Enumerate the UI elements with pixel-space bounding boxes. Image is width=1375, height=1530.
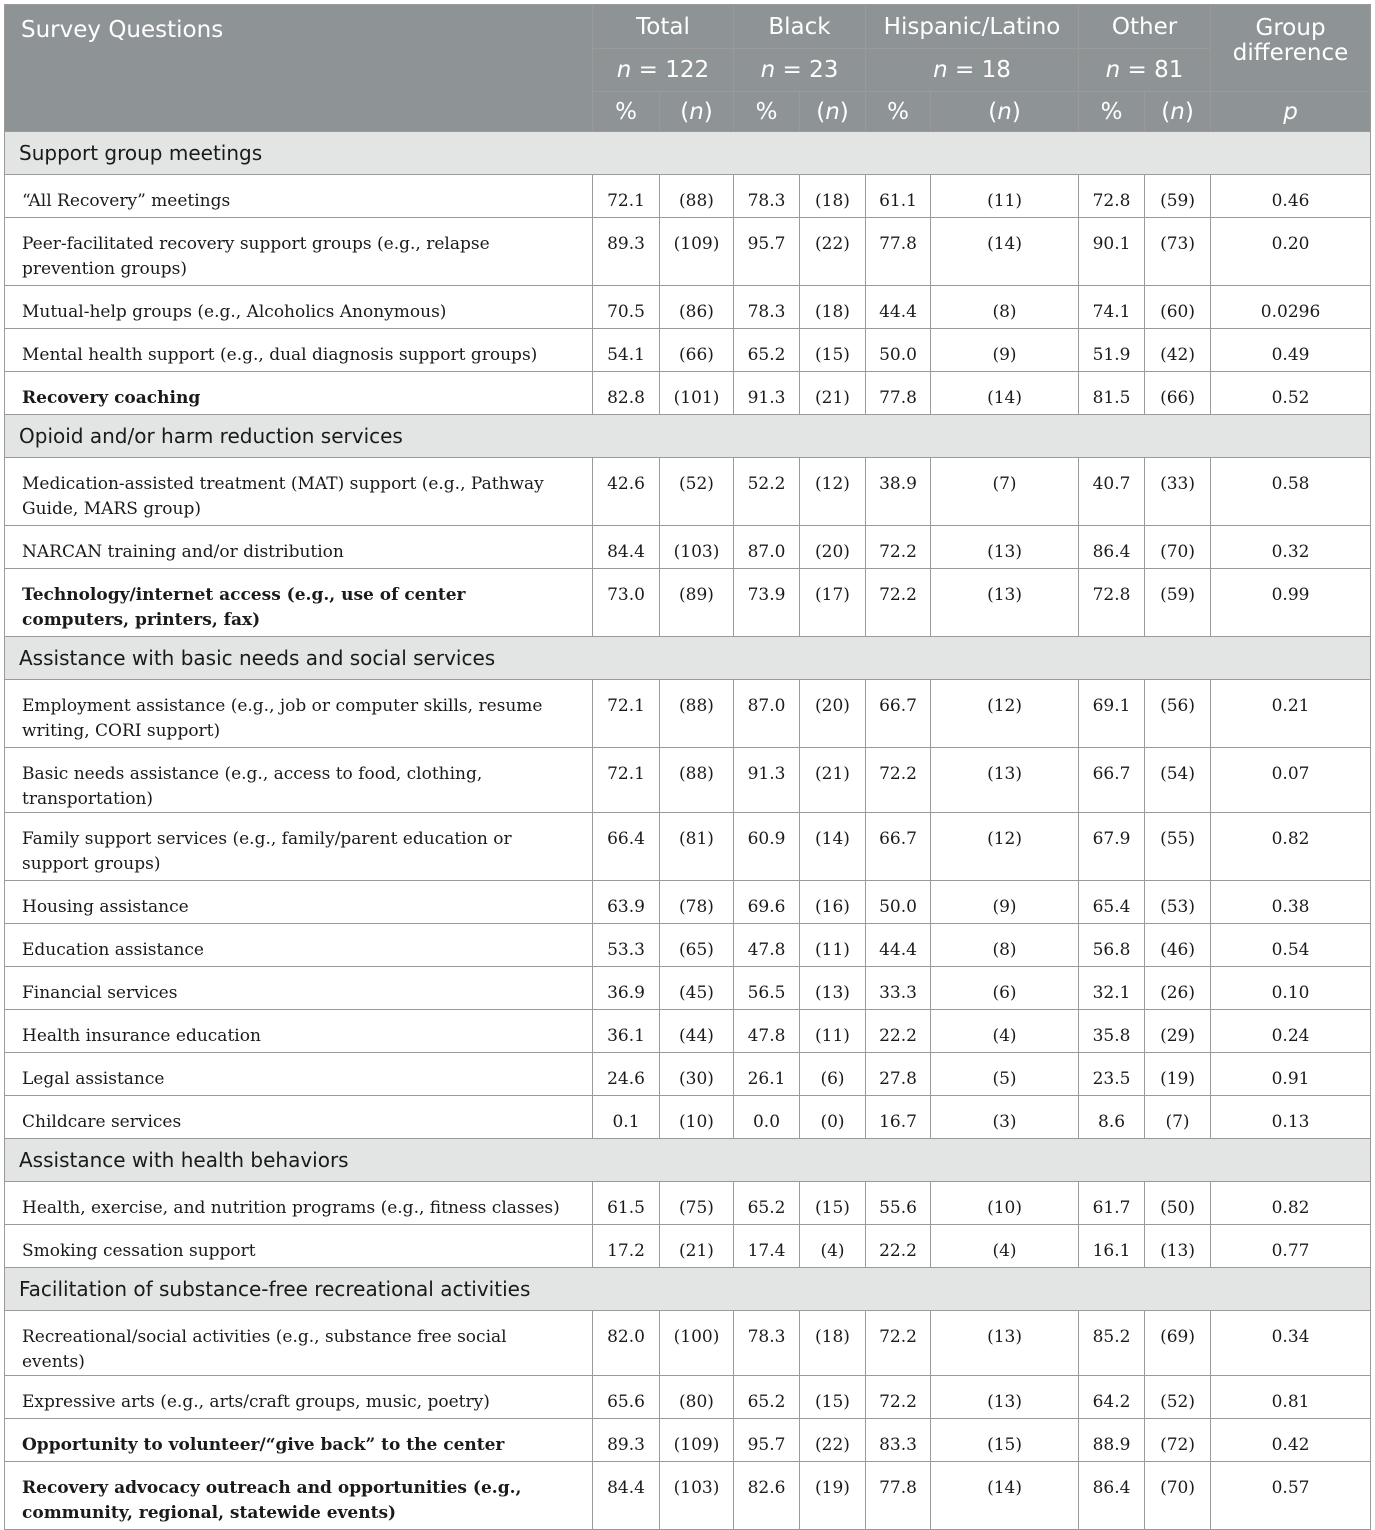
percent-cell: 87.0 (734, 680, 800, 748)
header-pct: % (866, 92, 931, 132)
p-value-cell: 0.77 (1211, 1225, 1371, 1268)
table-row (5, 286, 1371, 329)
count-cell: (19) (800, 1462, 866, 1530)
section-title: Opioid and/or harm reduction services (5, 415, 1371, 458)
count-cell: (81) (660, 813, 734, 881)
count-cell: (11) (931, 175, 1079, 218)
row-label: Family support services (e.g., family/parent education or support groups) (5, 813, 593, 881)
count-cell: (45) (660, 967, 734, 1010)
count-cell: (78) (660, 881, 734, 924)
count-cell: (20) (800, 680, 866, 748)
percent-cell: 78.3 (734, 175, 800, 218)
percent-cell: 82.0 (593, 1311, 660, 1376)
percent-cell: 16.1 (1079, 1225, 1145, 1268)
count-cell: (44) (660, 1010, 734, 1053)
percent-cell: 61.1 (866, 175, 931, 218)
percent-cell: 66.7 (866, 813, 931, 881)
count-cell: (70) (1145, 526, 1211, 569)
table-row (5, 569, 1371, 637)
count-cell: (13) (931, 1311, 1079, 1376)
count-cell: (9) (931, 881, 1079, 924)
count-cell: (3) (931, 1096, 1079, 1139)
percent-cell: 89.3 (593, 218, 660, 286)
count-cell: (18) (800, 175, 866, 218)
table-row (5, 1096, 1371, 1139)
row-label: “All Recovery” meetings (5, 175, 593, 218)
count-cell: (4) (931, 1225, 1079, 1268)
table-row (5, 526, 1371, 569)
p-value-cell: 0.32 (1211, 526, 1371, 569)
percent-cell: 16.7 (866, 1096, 931, 1139)
count-cell: (18) (800, 286, 866, 329)
table-row (5, 372, 1371, 415)
p-value-cell: 0.52 (1211, 372, 1371, 415)
percent-cell: 35.8 (1079, 1010, 1145, 1053)
count-cell: (69) (1145, 1311, 1211, 1376)
percent-cell: 64.2 (1079, 1376, 1145, 1419)
table-row (5, 924, 1371, 967)
table-row (5, 1462, 1371, 1530)
percent-cell: 83.3 (866, 1419, 931, 1462)
count-cell: (13) (931, 1376, 1079, 1419)
n-letter: n (1170, 98, 1185, 125)
p-value-cell: 0.0296 (1211, 286, 1371, 329)
count-cell: (12) (800, 458, 866, 526)
section-title: Support group meetings (5, 132, 1371, 175)
row-label: Recovery coaching (5, 372, 593, 415)
count-cell: (11) (800, 1010, 866, 1053)
percent-cell: 56.8 (1079, 924, 1145, 967)
count-cell: (88) (660, 175, 734, 218)
percent-cell: 65.2 (734, 329, 800, 372)
row-label: Legal assistance (5, 1053, 593, 1096)
p-value-cell: 0.81 (1211, 1376, 1371, 1419)
n-value: 81 (1154, 57, 1184, 83)
percent-cell: 36.1 (593, 1010, 660, 1053)
count-cell: (70) (1145, 1462, 1211, 1530)
row-label: Health, exercise, and nutrition programs (e.g., fitness classes) (5, 1182, 593, 1225)
n-letter: n (825, 98, 840, 125)
count-cell: (56) (1145, 680, 1211, 748)
percent-cell: 85.2 (1079, 1311, 1145, 1376)
header-n-other (1079, 49, 1211, 92)
percent-cell: 54.1 (593, 329, 660, 372)
count-cell: (53) (1145, 881, 1211, 924)
percent-cell: 63.9 (593, 881, 660, 924)
row-label: Expressive arts (e.g., arts/craft groups, music, poetry) (5, 1376, 593, 1419)
p-value-cell: 0.20 (1211, 218, 1371, 286)
percent-cell: 77.8 (866, 218, 931, 286)
percent-cell: 72.1 (593, 680, 660, 748)
section-title: Assistance with health behaviors (5, 1139, 1371, 1182)
count-cell: (21) (660, 1225, 734, 1268)
percent-cell: 72.8 (1079, 175, 1145, 218)
count-cell: (88) (660, 748, 734, 813)
count-cell: (15) (800, 1376, 866, 1419)
count-cell: (30) (660, 1053, 734, 1096)
row-label: NARCAN training and/or distribution (5, 526, 593, 569)
percent-cell: 87.0 (734, 526, 800, 569)
count-cell: (26) (1145, 967, 1211, 1010)
percent-cell: 61.5 (593, 1182, 660, 1225)
count-cell: (13) (800, 967, 866, 1010)
section-title: Assistance with basic needs and social services (5, 637, 1371, 680)
count-cell: (72) (1145, 1419, 1211, 1462)
count-cell: (59) (1145, 569, 1211, 637)
section-title: Facilitation of substance-free recreational activities (5, 1268, 1371, 1311)
section-header-row (5, 132, 1371, 175)
count-cell: (52) (1145, 1376, 1211, 1419)
row-label: Smoking cessation support (5, 1225, 593, 1268)
p-value-cell: 0.42 (1211, 1419, 1371, 1462)
percent-cell: 65.2 (734, 1376, 800, 1419)
row-label: Medication-assisted treatment (MAT) support (e.g., Pathway Guide, MARS group) (5, 458, 593, 526)
count-cell: (22) (800, 218, 866, 286)
count-cell: (13) (1145, 1225, 1211, 1268)
count-cell: (59) (1145, 175, 1211, 218)
percent-cell: 50.0 (866, 329, 931, 372)
percent-cell: 44.4 (866, 286, 931, 329)
percent-cell: 86.4 (1079, 526, 1145, 569)
percent-cell: 91.3 (734, 748, 800, 813)
p-value-cell: 0.13 (1211, 1096, 1371, 1139)
percent-cell: 89.3 (593, 1419, 660, 1462)
n-value: 18 (981, 57, 1011, 83)
n-value: 122 (665, 57, 710, 83)
n-letter: n (997, 98, 1012, 125)
table-row (5, 1225, 1371, 1268)
p-value-cell: 0.10 (1211, 967, 1371, 1010)
section-header-row (5, 637, 1371, 680)
percent-cell: 26.1 (734, 1053, 800, 1096)
count-cell: (109) (660, 218, 734, 286)
table-row (5, 1419, 1371, 1462)
count-cell: (13) (931, 569, 1079, 637)
percent-cell: 32.1 (1079, 967, 1145, 1010)
p-value-cell: 0.54 (1211, 924, 1371, 967)
row-label: Technology/internet access (e.g., use of center computers, printers, fax) (5, 569, 593, 637)
header-survey-questions: Survey Questions (5, 5, 593, 132)
percent-cell: 23.5 (1079, 1053, 1145, 1096)
percent-cell: 78.3 (734, 286, 800, 329)
count-cell: (22) (800, 1419, 866, 1462)
percent-cell: 69.6 (734, 881, 800, 924)
count-cell: (14) (800, 813, 866, 881)
n-letter: n (689, 98, 704, 125)
header-pct: % (593, 92, 660, 132)
count-cell: (15) (800, 1182, 866, 1225)
table-row (5, 1053, 1371, 1096)
percent-cell: 17.4 (734, 1225, 800, 1268)
p-value-cell: 0.49 (1211, 329, 1371, 372)
table-body (5, 132, 1371, 1530)
percent-cell: 17.2 (593, 1225, 660, 1268)
percent-cell: 72.2 (866, 526, 931, 569)
p-value-cell: 0.99 (1211, 569, 1371, 637)
table-row (5, 813, 1371, 881)
table-row (5, 881, 1371, 924)
count-cell: (21) (800, 748, 866, 813)
count-cell: (29) (1145, 1010, 1211, 1053)
percent-cell: 81.5 (1079, 372, 1145, 415)
percent-cell: 56.5 (734, 967, 800, 1010)
row-label: Financial services (5, 967, 593, 1010)
count-cell: (52) (660, 458, 734, 526)
table-row (5, 1311, 1371, 1376)
p-value-cell: 0.21 (1211, 680, 1371, 748)
p-value-cell: 0.91 (1211, 1053, 1371, 1096)
section-header-row (5, 1268, 1371, 1311)
row-label: Mental health support (e.g., dual diagnosis support groups) (5, 329, 593, 372)
count-cell: (0) (800, 1096, 866, 1139)
header-n-total (593, 49, 734, 92)
section-header-row (5, 415, 1371, 458)
count-cell: (66) (660, 329, 734, 372)
percent-cell: 95.7 (734, 218, 800, 286)
count-cell: (11) (800, 924, 866, 967)
count-cell: (109) (660, 1419, 734, 1462)
n-prefix: n = (616, 57, 666, 83)
percent-cell: 66.7 (1079, 748, 1145, 813)
count-cell: (18) (800, 1311, 866, 1376)
percent-cell: 78.3 (734, 1311, 800, 1376)
percent-cell: 0.0 (734, 1096, 800, 1139)
percent-cell: 38.9 (866, 458, 931, 526)
survey-table (4, 4, 1371, 1530)
percent-cell: 51.9 (1079, 329, 1145, 372)
count-cell: (9) (931, 329, 1079, 372)
percent-cell: 65.6 (593, 1376, 660, 1419)
row-label: Peer-facilitated recovery support groups (e.g., relapse prevention groups) (5, 218, 593, 286)
header-n: (n) (1145, 92, 1211, 132)
count-cell: (103) (660, 526, 734, 569)
percent-cell: 73.0 (593, 569, 660, 637)
count-cell: (14) (931, 218, 1079, 286)
count-cell: (88) (660, 680, 734, 748)
percent-cell: 72.2 (866, 1311, 931, 1376)
percent-cell: 0.1 (593, 1096, 660, 1139)
count-cell: (89) (660, 569, 734, 637)
header-group-black: Black (734, 5, 866, 49)
row-label: Recovery advocacy outreach and opportunities (e.g., community, regional, statewide events) (5, 1462, 593, 1530)
p-letter: p (1283, 98, 1298, 125)
count-cell: (15) (800, 329, 866, 372)
count-cell: (8) (931, 286, 1079, 329)
row-label: Basic needs assistance (e.g., access to food, clothing, transportation) (5, 748, 593, 813)
header-n: (n) (931, 92, 1079, 132)
percent-cell: 88.9 (1079, 1419, 1145, 1462)
row-label: Mutual-help groups (e.g., Alcoholics Anonymous) (5, 286, 593, 329)
p-value-cell: 0.82 (1211, 813, 1371, 881)
count-cell: (46) (1145, 924, 1211, 967)
header-n: (n) (660, 92, 734, 132)
header-group-hispanic: Hispanic/Latino (866, 5, 1079, 49)
count-cell: (19) (1145, 1053, 1211, 1096)
section-header-row (5, 1139, 1371, 1182)
count-cell: (103) (660, 1462, 734, 1530)
count-cell: (7) (1145, 1096, 1211, 1139)
count-cell: (4) (800, 1225, 866, 1268)
n-prefix: n = (1105, 57, 1155, 83)
count-cell: (6) (800, 1053, 866, 1096)
header-p (1211, 92, 1371, 132)
table-row (5, 967, 1371, 1010)
count-cell: (55) (1145, 813, 1211, 881)
percent-cell: 52.2 (734, 458, 800, 526)
percent-cell: 60.9 (734, 813, 800, 881)
n-prefix: n = (933, 57, 982, 83)
count-cell: (4) (931, 1010, 1079, 1053)
count-cell: (21) (800, 372, 866, 415)
percent-cell: 53.3 (593, 924, 660, 967)
table-row (5, 329, 1371, 372)
percent-cell: 82.8 (593, 372, 660, 415)
count-cell: (16) (800, 881, 866, 924)
percent-cell: 44.4 (866, 924, 931, 967)
row-label: Opportunity to volunteer/“give back” to the center (5, 1419, 593, 1462)
percent-cell: 22.2 (866, 1010, 931, 1053)
percent-cell: 73.9 (734, 569, 800, 637)
p-value-cell: 0.07 (1211, 748, 1371, 813)
percent-cell: 42.6 (593, 458, 660, 526)
count-cell: (86) (660, 286, 734, 329)
count-cell: (80) (660, 1376, 734, 1419)
percent-cell: 72.8 (1079, 569, 1145, 637)
p-value-cell: 0.57 (1211, 1462, 1371, 1530)
count-cell: (17) (800, 569, 866, 637)
percent-cell: 47.8 (734, 924, 800, 967)
table-row (5, 1376, 1371, 1419)
row-label: Health insurance education (5, 1010, 593, 1053)
row-label: Recreational/social activities (e.g., substance free social events) (5, 1311, 593, 1376)
count-cell: (50) (1145, 1182, 1211, 1225)
count-cell: (20) (800, 526, 866, 569)
percent-cell: 70.5 (593, 286, 660, 329)
percent-cell: 66.4 (593, 813, 660, 881)
percent-cell: 66.7 (866, 680, 931, 748)
n-prefix: n = (760, 57, 810, 83)
p-value-cell: 0.38 (1211, 881, 1371, 924)
p-value-cell: 0.34 (1211, 1311, 1371, 1376)
percent-cell: 74.1 (1079, 286, 1145, 329)
count-cell: (12) (931, 680, 1079, 748)
header-n-hispanic (866, 49, 1079, 92)
percent-cell: 90.1 (1079, 218, 1145, 286)
count-cell: (65) (660, 924, 734, 967)
percent-cell: 77.8 (866, 1462, 931, 1530)
percent-cell: 65.4 (1079, 881, 1145, 924)
percent-cell: 40.7 (1079, 458, 1145, 526)
count-cell: (8) (931, 924, 1079, 967)
row-label: Housing assistance (5, 881, 593, 924)
percent-cell: 67.9 (1079, 813, 1145, 881)
percent-cell: 47.8 (734, 1010, 800, 1053)
count-cell: (14) (931, 372, 1079, 415)
table-row (5, 218, 1371, 286)
percent-cell: 50.0 (866, 881, 931, 924)
percent-cell: 95.7 (734, 1419, 800, 1462)
percent-cell: 8.6 (1079, 1096, 1145, 1139)
percent-cell: 33.3 (866, 967, 931, 1010)
header-n-black (734, 49, 866, 92)
percent-cell: 91.3 (734, 372, 800, 415)
percent-cell: 72.2 (866, 1376, 931, 1419)
percent-cell: 72.2 (866, 569, 931, 637)
percent-cell: 36.9 (593, 967, 660, 1010)
count-cell: (73) (1145, 218, 1211, 286)
count-cell: (12) (931, 813, 1079, 881)
header-n: (n) (800, 92, 866, 132)
count-cell: (7) (931, 458, 1079, 526)
count-cell: (75) (660, 1182, 734, 1225)
count-cell: (10) (931, 1182, 1079, 1225)
table-row (5, 748, 1371, 813)
header-pct: % (1079, 92, 1145, 132)
row-label: Education assistance (5, 924, 593, 967)
table-row (5, 680, 1371, 748)
count-cell: (15) (931, 1419, 1079, 1462)
header-group-other: Other (1079, 5, 1211, 49)
table-row (5, 458, 1371, 526)
p-value-cell: 0.82 (1211, 1182, 1371, 1225)
count-cell: (42) (1145, 329, 1211, 372)
percent-cell: 65.2 (734, 1182, 800, 1225)
p-value-cell: 0.46 (1211, 175, 1371, 218)
percent-cell: 84.4 (593, 1462, 660, 1530)
percent-cell: 24.6 (593, 1053, 660, 1096)
percent-cell: 84.4 (593, 526, 660, 569)
header-pct: % (734, 92, 800, 132)
table-row (5, 1010, 1371, 1053)
count-cell: (101) (660, 372, 734, 415)
percent-cell: 82.6 (734, 1462, 800, 1530)
count-cell: (5) (931, 1053, 1079, 1096)
percent-cell: 86.4 (1079, 1462, 1145, 1530)
count-cell: (66) (1145, 372, 1211, 415)
header-group-total: Total (593, 5, 734, 49)
percent-cell: 77.8 (866, 372, 931, 415)
count-cell: (14) (931, 1462, 1079, 1530)
count-cell: (100) (660, 1311, 734, 1376)
row-label: Employment assistance (e.g., job or computer skills, resume writing, CORI support) (5, 680, 593, 748)
count-cell: (13) (931, 526, 1079, 569)
count-cell: (6) (931, 967, 1079, 1010)
percent-cell: 22.2 (866, 1225, 931, 1268)
p-value-cell: 0.24 (1211, 1010, 1371, 1053)
count-cell: (33) (1145, 458, 1211, 526)
count-cell: (54) (1145, 748, 1211, 813)
count-cell: (13) (931, 748, 1079, 813)
header-group-difference: Group difference (1211, 5, 1371, 92)
p-value-cell: 0.58 (1211, 458, 1371, 526)
percent-cell: 72.1 (593, 748, 660, 813)
percent-cell: 61.7 (1079, 1182, 1145, 1225)
table-row (5, 175, 1371, 218)
row-label: Childcare services (5, 1096, 593, 1139)
n-value: 23 (809, 57, 839, 83)
percent-cell: 55.6 (866, 1182, 931, 1225)
count-cell: (10) (660, 1096, 734, 1139)
percent-cell: 27.8 (866, 1053, 931, 1096)
percent-cell: 72.1 (593, 175, 660, 218)
count-cell: (60) (1145, 286, 1211, 329)
percent-cell: 72.2 (866, 748, 931, 813)
percent-cell: 69.1 (1079, 680, 1145, 748)
table-row (5, 1182, 1371, 1225)
